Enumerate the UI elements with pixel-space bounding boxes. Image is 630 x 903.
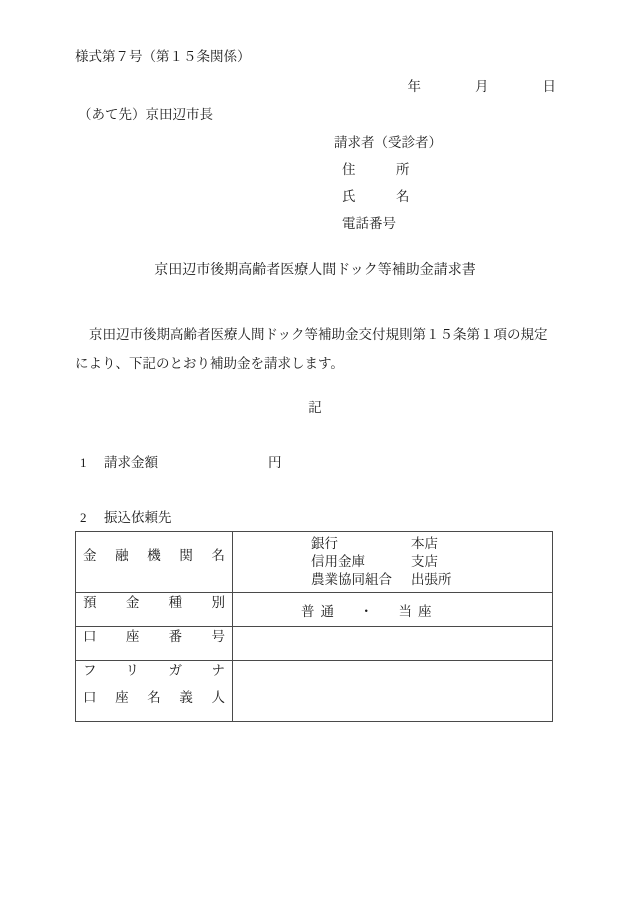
bank-transfer-table	[75, 531, 553, 722]
field-account-number[interactable]	[233, 627, 553, 661]
label-account-number	[76, 627, 233, 661]
institution-option-row	[233, 553, 552, 571]
institution-options	[233, 535, 552, 589]
body-paragraph: 京田辺市後期高齢者医療人間ドック等補助金交付規則第１５条第１項の規定により、下記のとおり補助金を請求します。	[75, 327, 548, 371]
item-1-unit: 円	[268, 455, 282, 470]
branch-type-head-office[interactable]: 本店	[411, 536, 438, 551]
institution-type-bank[interactable]: 銀行	[311, 536, 338, 551]
label-text: 預金種別	[83, 595, 225, 610]
ki-marker: 記	[308, 400, 322, 415]
label-deposit-type	[76, 593, 233, 627]
institution-type-nokyo[interactable]: 農業協同組合	[311, 572, 392, 587]
item-1-number: 1	[80, 455, 87, 470]
item-2-label: 振込依頼先	[104, 510, 172, 525]
requester-heading: 請求者（受診者）	[334, 135, 442, 150]
requester-tel-label: 電話番号	[342, 216, 396, 231]
institution-type-shinkin[interactable]: 信用金庫	[311, 554, 365, 569]
requester-address-label: 住 所	[342, 162, 410, 177]
field-financial-institution-name[interactable]	[233, 532, 553, 593]
table-row-account-holder	[76, 661, 553, 722]
label-text-account-holder: 口座名義人	[83, 690, 225, 705]
branch-type-sub-office[interactable]: 出張所	[411, 572, 452, 587]
label-account-holder	[76, 661, 233, 722]
institution-option-row	[233, 571, 552, 589]
form-number: 様式第７号（第１５条関係）	[75, 49, 251, 64]
label-financial-institution-name	[76, 532, 233, 593]
field-deposit-type[interactable]	[233, 593, 553, 627]
item-2-number: 2	[80, 510, 87, 525]
requester-name-label: 氏 名	[342, 189, 410, 204]
institution-option-row	[233, 535, 552, 553]
label-lines	[83, 664, 225, 718]
date-line: 年 月 日	[407, 79, 556, 94]
label-text: 金融機関名	[83, 547, 225, 563]
table-row-financial-institution	[76, 532, 553, 593]
label-text: 口座番号	[83, 629, 225, 644]
table-row-account-number	[76, 627, 553, 661]
document-title: 京田辺市後期高齢者医療人間ドック等補助金請求書	[154, 263, 476, 278]
field-account-holder[interactable]	[233, 661, 553, 722]
label-text-furigana: フリガナ	[83, 663, 225, 678]
branch-type-branch[interactable]: 支店	[411, 554, 438, 569]
deposit-type-options[interactable]: 普通 ・ 当座	[301, 603, 438, 619]
table-row-deposit-type	[76, 593, 553, 627]
addressee-line: （あて先）京田辺市長	[78, 107, 213, 122]
item-1-label: 請求金額	[104, 455, 158, 470]
